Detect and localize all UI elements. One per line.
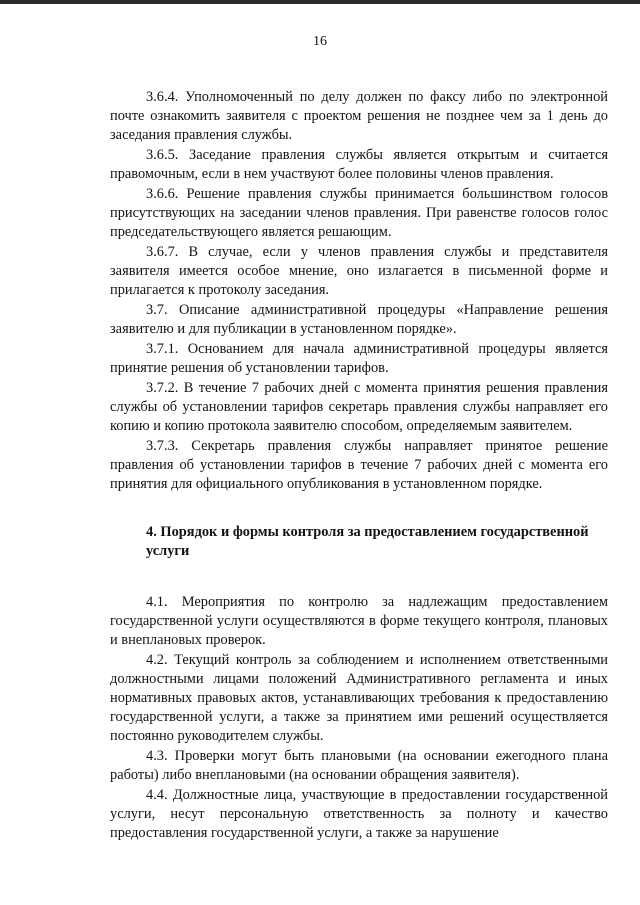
page-number: 16: [313, 34, 327, 49]
paragraph-3-6-7: 3.6.7. В случае, если у членов правления службы и представителя заявителя имеется особое мнение, оно излагается в письменной форме и прилагается к протоколу заседания.: [110, 244, 608, 298]
paragraph-3-6-5: 3.6.5. Заседание правления службы является открытым и считается правомочным, если в нем участвуют более половины членов правления.: [110, 147, 608, 182]
paragraph-4-1: 4.1. Мероприятия по контролю за надлежащим предоставлением государственной услуги осуществляются в форме текущего контроля, плановых и внеплановых проверок.: [110, 594, 608, 648]
paragraph-3-6-6: 3.6.6. Решение правления службы принимается большинством голосов присутствующих на заседании членов правления. При равенстве голосов голос председательствующего является решающим.: [110, 186, 608, 240]
paragraph-3-7-1: 3.7.1. Основанием для начала административной процедуры является принятие решения об установлении тарифов.: [110, 341, 608, 376]
document-body: [110, 88, 608, 844]
paragraph-4-3: 4.3. Проверки могут быть плановыми (на основании ежегодного плана работы) либо внеплановыми (на основании обращения заявителя).: [110, 748, 608, 783]
paragraph-3-7-2: 3.7.2. В течение 7 рабочих дней с момента принятия решения правления службы об установлении тарифов секретарь правления службы направляет его копию и копию протокола заявителю способом, определяемым заявителем.: [110, 380, 608, 434]
section-heading-text: Порядок и формы контроля за предоставлением государственной услуги: [146, 524, 589, 559]
page-top-rule: [0, 0, 640, 4]
paragraph-3-7: 3.7. Описание административной процедуры «Направление решения заявителю и для публикации в установленном порядке».: [110, 302, 608, 337]
paragraph-4-2: 4.2. Текущий контроль за соблюдением и исполнением ответственными должностными лицами положений Административного регламента и иных нормативных правовых актов, устанавливающих требования к предоставлению государственной услуги, а также за принятием ими решений осуществляется постоянно руководителем службы.: [110, 652, 608, 744]
paragraph-3-7-3: 3.7.3. Секретарь правления службы направляет принятое решение правления об установлении тарифов в течение 7 рабочих дней с момента его принятия для официального опубликования в установленном порядке.: [110, 438, 608, 492]
section-heading: [110, 523, 608, 561]
paragraph-4-4: 4.4. Должностные лица, участвующие в предоставлении государственной услуги, несут персональную ответственность за полноту и качество предоставления государственной услуги, а также за нарушение: [110, 787, 608, 841]
section-heading-number: 4.: [146, 524, 157, 540]
paragraph-3-6-4: 3.6.4. Уполномоченный по делу должен по факсу либо по электронной почте ознакомить заявителя с проектом решения не позднее чем за 1 день до заседания правления службы.: [110, 89, 608, 143]
